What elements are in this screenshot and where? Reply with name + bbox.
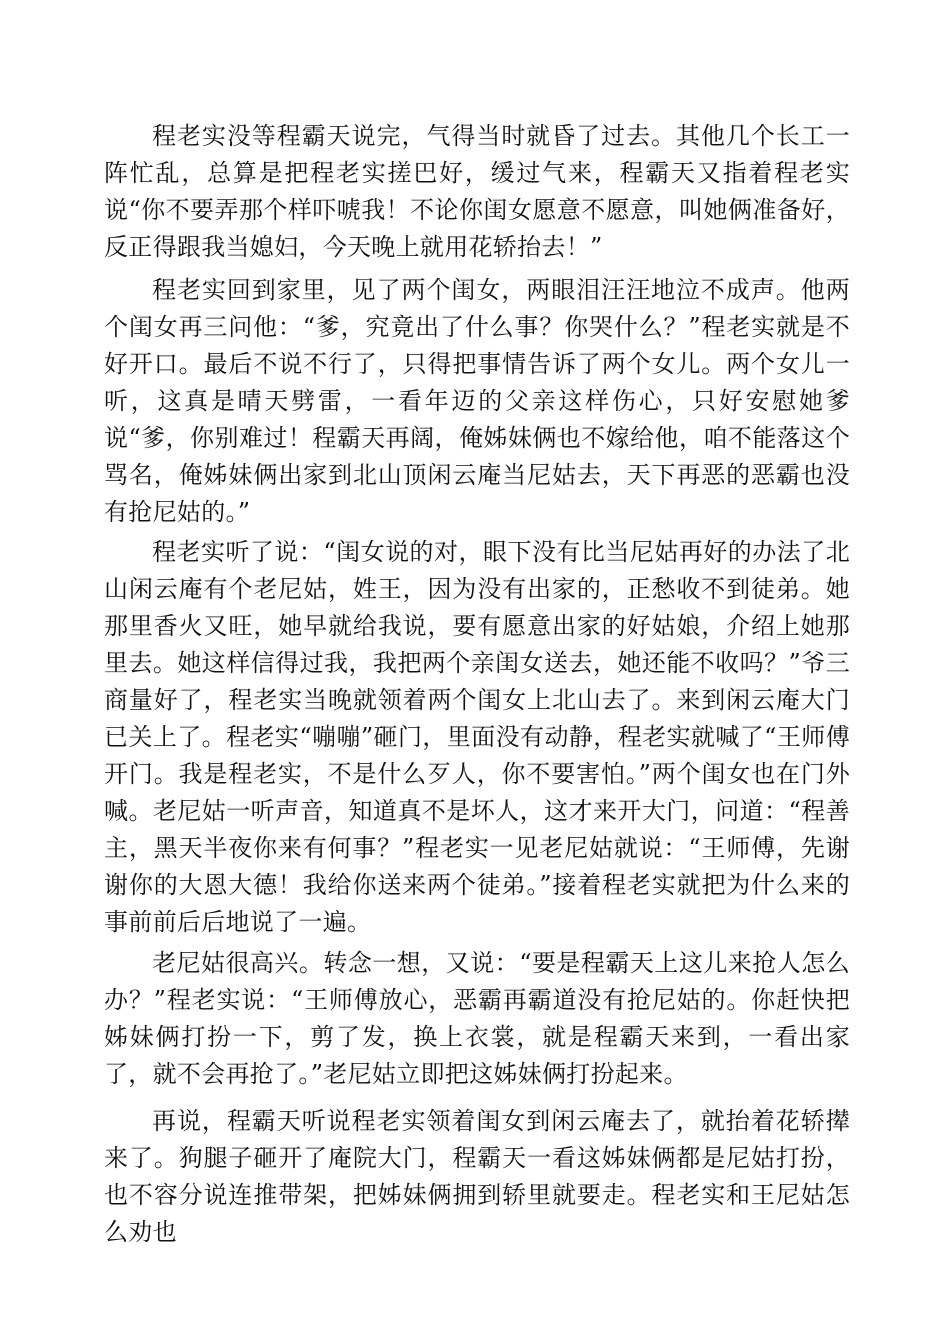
- paragraph-2: [104, 272, 850, 531]
- paragraph-5: [104, 1103, 850, 1251]
- paragraph-text: 程老实没等程霸天说完，气得当时就昏了过去。其他几个长工一阵忙乱，总算是把程老实搓巴好，缓过气来，程霸天又指着程老实说“你不要弄那个样吓唬我！不论你闺女愿意不愿意，叫她俩准备好，反正得跟我当媳妇，今天晚上就用花轿抬去！”: [104, 122, 850, 261]
- paragraph-text: 程老实回到家里，见了两个闺女，两眼泪汪汪地泣不成声。他两个闺女再三问他：“爹，究竟出了什么事？你哭什么？”程老实就是不好开口。最后不说不行了，只得把事情告诉了两个女儿。两个女儿一听，这真是晴天劈雷，一看年迈的父亲这样伤心，只好安慰她爹说“爹，你别难过！程霸天再阔，俺姊妹俩也不嫁给他，咱不能落这个骂名，俺姊妹俩出家到北山顶闲云庵当尼姑去，天下再恶的恶霸也没有抢尼姑的。”: [104, 276, 850, 526]
- paragraph-1: [104, 118, 850, 266]
- paragraph-text: 再说，程霸天听说程老实领着闺女到闲云庵去了，就抬着花轿撵来了。狗腿子砸开了庵院大门，程霸天一看这姊妹俩都是尼姑打扮，也不容分说连推带架，把姊妹俩拥到轿里就要走。程老实和王尼姑怎么劝也: [104, 1107, 850, 1246]
- paragraph-4: [104, 945, 850, 1093]
- paragraph-3: [104, 534, 850, 941]
- paragraph-text: 老尼姑很高兴。转念一想，又说：“要是程霸天上这儿来抢人怎么办？”程老实说：“王师傅放心，恶霸再霸道没有抢尼姑的。你赶快把姊妹俩打扮一下，剪了发，换上衣裳，就是程霸天来到，一看出家了，就不会再抢了。”老尼姑立即把这姊妹俩打扮起来。: [104, 949, 850, 1088]
- paragraph-text: 程老实听了说：“闺女说的对，眼下没有比当尼姑再好的办法了北山闲云庵有个老尼姑，姓王，因为没有出家的，正愁收不到徒弟。她那里香火又旺，她早就给我说，要有愿意出家的好姑娘，介绍上她那里去。她这样信得过我，我把两个亲闺女送去，她还能不收吗？”爷三商量好了，程老实当晚就领着两个闺女上北山去了。来到闲云庵大门已关上了。程老实“嘣嘣”砸门，里面没有动静，程老实就喊了“王师傅开门。我是程老实，不是什么歹人，你不要害怕。”两个闺女也在门外喊。老尼姑一听声音，知道真不是坏人，这才来开大门，问道：“程善主，黑天半夜你来有何事？”程老实一见老尼姑就说：“王师傅，先谢谢你的大恩大德！我给你送来两个徒弟。”接着程老实就把为什么来的事前前后后地说了一遍。: [104, 538, 850, 936]
